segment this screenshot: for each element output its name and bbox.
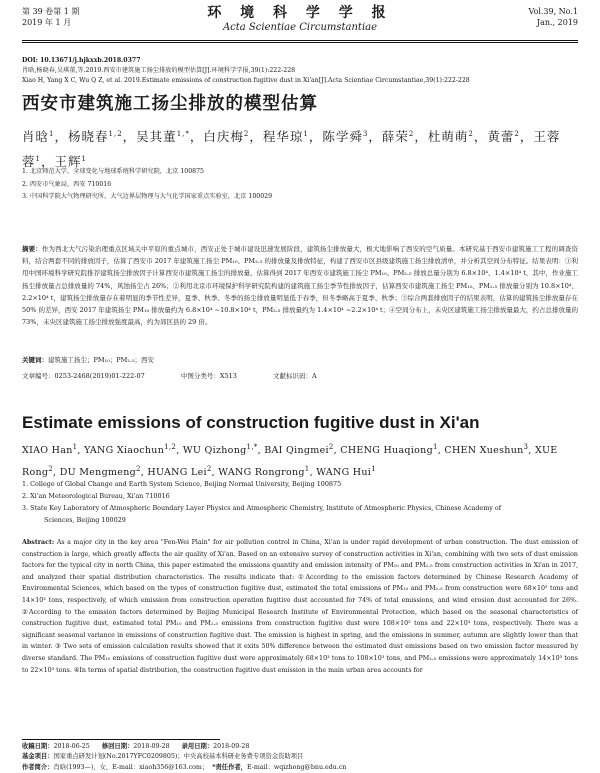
received-label: 收稿日期：: [22, 743, 54, 750]
affiliations-cn: [22, 166, 578, 204]
corresponding-email[interactable]: E-mail：wqizhong@bnu.edu.cn: [246, 763, 347, 771]
author-name: WANG Hui: [316, 467, 372, 479]
date-cn: 2019 年 1 月: [22, 18, 72, 27]
affiliation-line: 2. 西安市气象局，西安 710016: [22, 180, 112, 188]
running-header: [22, 6, 578, 50]
author-name: 薛荣: [381, 129, 409, 145]
author-affiliation-mark: 1,*: [246, 443, 258, 451]
author-affiliation-mark: 2: [206, 465, 212, 474]
journal-name-en: Acta Scientiae Circumstantiae: [222, 22, 378, 33]
abstract-cn: [22, 243, 578, 328]
article-meta: [22, 371, 578, 381]
author-affiliation-mark: 1: [35, 155, 41, 164]
journal-name-cn: 环 境 科 学 学 报: [207, 5, 393, 21]
doi[interactable]: DOI: 10.13671/j.hjkxxb.2018.0377: [22, 57, 141, 64]
revised-label: 修回日期：: [101, 743, 134, 750]
affiliation-line: 3. 中国科学院大气物理研究所，大气边界层物理与大气化学国家重点实验室，北京 100029: [22, 193, 273, 201]
author-bio-label: 作者简介：: [22, 763, 54, 771]
footnote-rule: [22, 739, 220, 740]
revised-date: 2018-09-28: [133, 743, 170, 750]
author-affiliation-mark: 2: [468, 130, 474, 138]
author-name: 王蓉蓉: [22, 129, 561, 170]
abstract-text-cn: 作为西北大气污染治理重点区域关中平原的重点城市，西安正处于城市建设迅速发展阶段，建筑扬尘排放量大，极大地影响了西安的空气质量。本研究基于西安市建筑施工工程的调查资料，结合两套不同的排放因子，估算了西安市 2017 年建筑施工扬尘 PM₁₀、PM₂.₅ 的排放量及排放特征，构建了西安市区县级建筑施工扬尘排放清单，并分析其空间分布特征。结果表明：①利用中国环境科学研究院推荐建筑扬尘排放因子计算西安市建筑施工扬尘的排放量，估算得到 2017 年西安市建筑施工扬尘 PM₁₀、PM₂.₅ 排放总量分别为 6.8×10⁴、1.4×10⁴ t，其中，作业施工扬尘排放量占总排放量的 74%，风蚀扬尘占 26%；②利用北京市环境保护科学研究院构建的建筑施工扬尘季节性排放因子，估算西安市建筑施工扬尘 PM₁₀、PM₂.₅ 排放量分别为 10.8×10⁴、2.2×10⁴ t，建筑扬尘排放量存在着明显的季节性差异，夏季、秋季、冬季的扬尘排放量明显低于春季，但冬季略高于夏季、秋季；③综合两套排放因子的结果表明，估算的建筑扬尘排放量存在 50% 的差异，西安 2017 年建筑扬尘 PM₁₀ 排放量约为 6.8×10⁴ ~10.8×10⁴ t，PM₂.₅ 排放量约为 1.4×10⁴ ~2.2×10⁴ t；④空间分布上，未央区建筑施工扬尘排放量最大，约占总排放量的 73%，未央区建筑施工扬尘排放强度最高，约为郊区县的 29 倍。: [22, 245, 579, 327]
author-list-en: XIAO Han$^1$, YANG Xiaochun$^{1,2}$, WU Qizhong$^{1,*}$, BAI Qingmei$^2$, CHENG Huaqiong$^1$, CHEN Xueshun$^3$, XUE Rong$^2$, DU Mengmeng$^2$, HUANG Lei$^2$, WANG Rongrong$^1$, WANG Hui$^1$: [22, 443, 558, 479]
footnotes: [22, 742, 578, 773]
author-name: 陈学舜: [322, 129, 363, 145]
corresponding-label: *责任作者，: [212, 763, 247, 771]
fund-text: 国家重点研发计划(No.2017YFC0209805)；中央高校基本科研业务费专项资金资助项目: [53, 753, 304, 761]
author-affiliation-mark: 1,2: [164, 443, 177, 451]
author-affiliation-mark: 2: [514, 130, 520, 138]
author-affiliation-mark: 2: [408, 130, 415, 138]
author-affiliation-mark: 1: [72, 443, 78, 451]
author-name: 吴其董: [136, 129, 177, 145]
issue-cn: 第 39 卷第 1 期: [22, 7, 80, 16]
header-rule: [22, 40, 578, 41]
accepted-label: 录用日期：: [181, 743, 214, 750]
author-name: YANG Xiaochun: [84, 445, 165, 457]
abstract-label-cn: 摘要：: [22, 245, 42, 253]
author-name: 程华琼: [262, 129, 304, 145]
volume-issue-en: [528, 6, 578, 28]
author-affiliation-mark: 1: [304, 465, 310, 474]
author-name: DU Mengmeng: [59, 467, 137, 479]
author-name: 肖晗: [22, 129, 50, 145]
author-bio-line: [22, 763, 578, 773]
author-affiliation-mark: 2: [136, 465, 141, 474]
article-title-cn: 西安市建筑施工扬尘排放的模型估算: [22, 94, 318, 114]
author-name: HUANG Lei: [147, 467, 207, 479]
citation-block: [22, 56, 578, 86]
keywords-label: 关键词：: [22, 356, 48, 364]
author-affiliation-mark: 3: [362, 130, 369, 138]
author-name: 杜萌萌: [427, 129, 469, 145]
author-name: WANG Rongrong: [218, 467, 305, 479]
citation-en: Xiao H, Yang X C, Wu Q Z, et al. 2019.Estimate emissions of construction fugitive dust in Xi'an[J].Acta Scientiae Circumstantiae,39(1):222-228: [22, 77, 470, 84]
header-rule-thin: [22, 42, 578, 43]
abstract-en: [22, 537, 578, 676]
author-affiliation-mark: 1: [303, 130, 309, 138]
issue-en: Vol.39, No.1: [528, 7, 578, 16]
citation-cn: 肖晗,杨晓春,吴琪董,等.2019.西安市建筑施工扬尘排放的模型估算[J].环境科学学报,39(1):222-228: [22, 67, 296, 74]
author-affiliation-mark: 1: [81, 155, 87, 164]
fund-label: 基金项目：: [22, 753, 54, 761]
author-affiliation-mark: 2: [48, 465, 54, 474]
author-name: 白庆梅: [203, 129, 244, 145]
abstract-text-en: As a major city in the key area "Fen-Wei Plain" for air pollution control in China, Xi'an is under rapid development of urban construction. The dust emission of construction is large, which greatly affects the air quality of Xi'an. Based on an extensive survey of construction activities in Xi'an, combining with two sets of dust emission factors for the typical city in north China, this paper estimated the emissions quantity and emission intensity of PM₁₀ and PM₂.₅ from construction activities in Xi'an in 2017, and analyzed their spatial distribution characteristics. The results indicate that: ①According to the emission factors determined by Chinese Research Academy of Environmental Sciences, which based on the types of construction fugitive dust, estimated the total emissions of PM₁₀ and PM₂.₅ from construction were 68×10³ tons and 14×10³ tons, respectively, of which emission from construction operation fugitive dust accounted for 74% of total emissions, and wind erosion dust accounted for 26%. ②According to the emission factors determined by Beijing Municipal Research Institute of Environmental Protection, which based on the seasonal characteristics of construction fugitive dust, estimated total PM₁₀ and PM₂.₅ emissions from construction fugitive dust were 108×10³ tons and 22×10³ tons, respectively. There was a significant seasonal variance in emissions of construction fugitive dust. The emission is highest in spring, and the emissions in summer, autumn are slightly lower than that in winter. ③ Two sets of emission calculation results showed that it exits 50% difference between the estimated dust emissions based on two emission factor measured by diverse standard. The PM₁₀ emissions of construction fugitive dust were approximately 68×10³ tons to 108×10³ tons, and PM₂.₅ emissions were approximately 14×10³ tons to 22×10³ tons. ④In terms of spatial distribution, the construction fugitive dust emission in the main urban area accounts for: [22, 539, 578, 674]
affiliation-line: Sciences, Beijing 100029: [44, 516, 126, 524]
accepted-date: 2018-09-28: [213, 743, 250, 750]
author-affiliation-mark: 1,*: [176, 130, 190, 138]
affiliation-line: 3. State Key Laboratory of Atmospheric Boundary Layer Physics and Atmospheric Chemistry, Institute of Atmospheric Physics, Chinese Academy of: [22, 504, 502, 512]
author-bio-text: 肖晗(1993—)，女，E-mail：xiaoh356@163.com；: [53, 763, 209, 771]
abstract-label-en: Abstract:: [22, 539, 55, 546]
author-affiliation-mark: 2: [328, 443, 334, 451]
article-number: 文章编号：0253-2468(2019)01-222-07: [22, 372, 145, 380]
author-affiliation-mark: 1,2: [108, 130, 123, 138]
author-affiliation-mark: 1: [432, 443, 438, 451]
author-name: 王辉: [54, 154, 82, 170]
date-en: Jan., 2019: [536, 18, 578, 27]
affiliation-line: 2. Xi'an Meteorological Bureau, Xi'an 710016: [22, 492, 170, 500]
affiliation-line: 1. College of Global Change and Earth System Science, Beijing Normal University, Beijing 100875: [22, 480, 342, 488]
article-title-en: Estimate emissions of construction fugitive dust in Xi'an: [22, 413, 480, 432]
author-name: 黄蕾: [487, 129, 515, 145]
keywords-text: 建筑施工扬尘；PM₁₀；PM₂.₅；西安: [48, 356, 155, 364]
author-name: WU Qizhong: [182, 445, 247, 457]
received-date: 2018-06-25: [53, 743, 90, 750]
fund-line: [22, 752, 578, 762]
author-name: BAI Qingmei: [264, 445, 329, 457]
author-name: XUE Rong: [22, 445, 558, 479]
author-name: XIAO Han: [22, 445, 73, 457]
author-name: CHENG Huaqiong: [340, 445, 433, 457]
author-list-cn: 肖晗$^1$，杨晓春$^{1,2}$，吴其董$^{1,*}$，白庆梅$^2$，程华琼$^1$，陈学舜$^3$，薛荣$^2$，杜萌萌$^2$，黄蕾$^2$，王蓉蓉$^1$，王辉$^1$: [22, 129, 561, 170]
author-affiliation-mark: 2: [243, 130, 250, 138]
document-code: 文献标识码：A: [272, 372, 317, 380]
affiliation-line: 1. 北京师范大学，全球变化与地球系统科学研究院，北京 100875: [22, 168, 204, 175]
author-name: 杨晓春: [68, 129, 109, 145]
author-affiliation-mark: 1: [49, 130, 55, 138]
clc-number: 中图分类号：X513: [180, 372, 237, 380]
dates-line: [22, 742, 578, 752]
author-affiliation-mark: 1: [371, 465, 376, 474]
journal-name: [22, 5, 578, 35]
author-affiliation-mark: 3: [523, 443, 529, 451]
author-name: CHEN Xueshun: [444, 445, 524, 457]
affiliations-en: [22, 478, 578, 526]
keywords-cn: [22, 355, 578, 365]
